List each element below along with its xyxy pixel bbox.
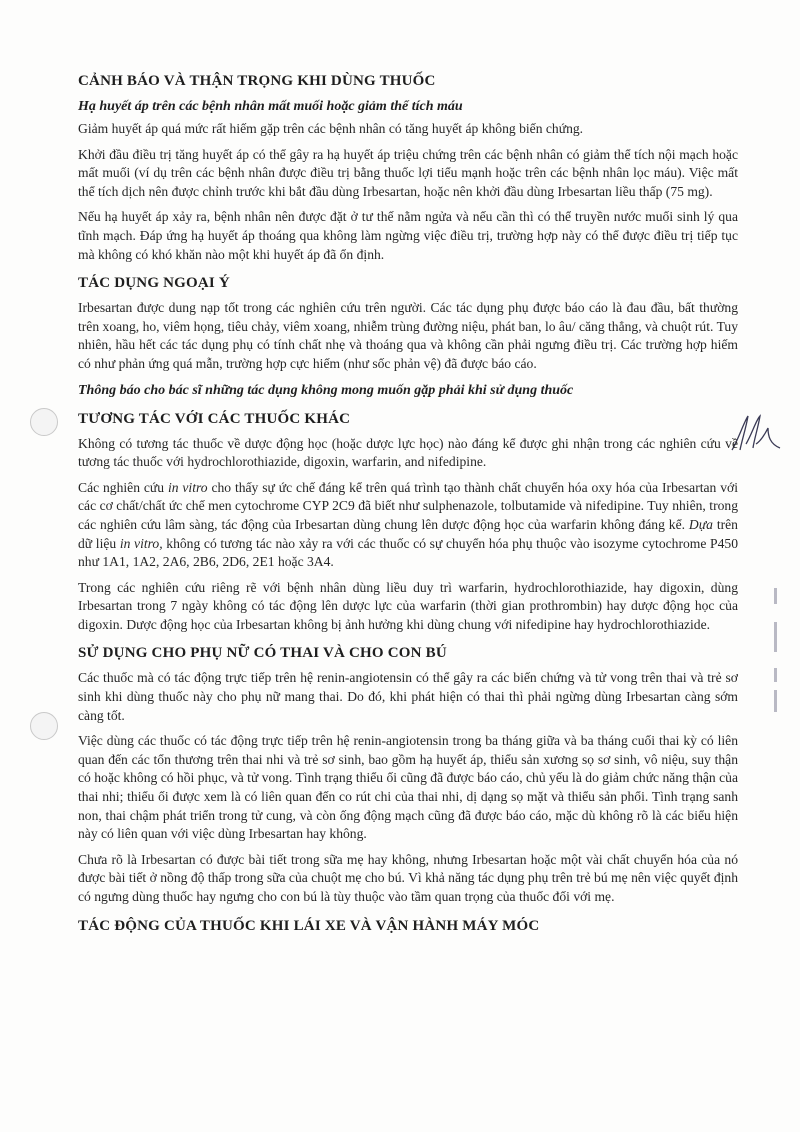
paragraph: Irbesartan được dung nạp tốt trong các nghiên cứu trên người. Các tác dụng phụ được báo cáo là đau đầu, bất thường trên xoang, ho, viêm họng, tiêu chảy, viêm xoang, nhiễm trùng đường niệu, phát ban, lo âu/ căng thẳng, và chuột rút. Tuy nhiên, hầu hết các tác dụng phụ có tính chất nhẹ và thoáng qua và không cần phải ngưng điều trị. Các trường hợp hiếm có như phản ứng quá mẫn, trường hợp cực hiếm (như sốc phản vệ) đã được báo cáo.	[78, 300, 738, 371]
paragraph: Chưa rõ là Irbesartan có được bài tiết trong sữa mẹ hay không, nhưng Irbesartan hoặc một vài chất chuyển hóa của nó được bài tiết ở nồng độ thấp trong sữa của chuột mẹ cho bú. Vì khả năng tác dụng phụ trên trẻ bú mẹ nên việc quyết định có ngưng dùng thuốc hay ngưng cho con bú là tùy thuộc vào tầm quan trọng của thuốc đối với mẹ.	[78, 851, 738, 904]
text-run-italic: in vitro,	[119, 535, 163, 551]
binder-hole-top	[30, 408, 58, 436]
text-run: trên dữ liệu	[78, 516, 738, 551]
paragraph: Giảm huyết áp quá mức rất hiếm gặp trên các bệnh nhân có tăng huyết áp không biến chứng.	[78, 121, 584, 136]
scan-edge-mark	[774, 668, 777, 682]
section-heading-interactions: TƯƠNG TÁC VỚI CÁC THUỐC KHÁC	[78, 410, 351, 427]
scan-edge-mark	[774, 588, 777, 604]
section-heading-side-effects: TÁC DỤNG NGOẠI Ý	[78, 275, 230, 292]
paragraph: Các thuốc mà có tác động trực tiếp trên hệ renin-angiotensin có thể gây ra các biến chứng và tử vong trên thai và trẻ sơ sinh khi dùng thuốc này cho phụ nữ mang thai. Do đó, khi phát hiện có thai thì phải ngừng dùng Irbesartan càng sớm càng tốt.	[78, 670, 738, 723]
paragraph: Khởi đầu điều trị tăng huyết áp có thể gây ra hạ huyết áp triệu chứng trên các bệnh nhân có giảm thể tích nội mạch hoặc mất muối (ví dụ trên các bệnh nhân được điều trị bằng thuốc lợi tiểu mạnh hoặc trên các bệnh nhân lọc máu). Việc mất thể tích dịch nên được chỉnh trước khi bắt đầu dùng Irbesartan, hoặc nên khởi đầu dùng Irbesartan liều thấp (75 mg).	[78, 146, 738, 199]
text-run: không có tương tác nào xảy ra với các thuốc có sự chuyển hóa phụ thuộc vào isozyme cytochrome P450 như 1A1, 1A2, 2A6, 2B6, 2D6, 2E1 hoặc 3A4.	[78, 535, 738, 570]
scan-edge-mark	[774, 690, 777, 712]
subheading-hypotension: Hạ huyết áp trên các bệnh nhân mất muối hoặc giảm thể tích máu	[78, 99, 463, 114]
paragraph: Việc dùng các thuốc có tác động trực tiếp trên hệ renin-angiotensin trong ba tháng giữa và ba tháng cuối thai kỳ có liên quan đến các tổn thương trên thai nhi và trẻ sơ sinh, bao gồm hạ huyết áp, thiểu sản xương sọ sơ sinh, vô niệu, suy thận có hoặc không có hồi phục, và tử vong. Tình trạng thiểu ối cũng đã được báo cáo, chủ yếu là do giảm chức năng thận của thai nhi; thiểu ối được xem là có liên quan đến co rút chi của thai nhi, dị dạng sọ mặt và thiểu sản phổi. Tình trạng sanh non, thai chậm phát triển trong tử cung, và còn ống động mạch cũng đã được báo cáo, mặc dù không rõ là các biểu hiện này có liên quan với việc dùng Irbesartan hay không.	[78, 733, 738, 842]
section-heading-driving: TÁC ĐỘNG CỦA THUỐC KHI LÁI XE VÀ VẬN HÀNH MÁY MÓC	[78, 917, 540, 934]
binder-hole-bottom	[30, 712, 58, 740]
scan-edge-mark	[774, 622, 777, 652]
side-effects-note: Thông báo cho bác sĩ những tác dụng không mong muốn gặp phải khi sử dụng thuốc	[78, 382, 574, 398]
text-run: Các nghiên cứu	[78, 479, 168, 495]
text-run-italic: in vitro	[167, 479, 208, 495]
paragraph: Trong các nghiên cứu riêng rẽ với bệnh nhân dùng liều duy trì warfarin, hydrochlorothiazide, hay digoxin, dùng Irbesartan trong 7 ngày không có tác động lên dược lực của warfarin (thời gian prothrombin) hay dược động học của digoxin. Dược động học của Irbesartan không bị ảnh hưởng khi dùng chung với nifedipine hay hydrochlorothiazide.	[78, 579, 738, 632]
paragraph: Nếu hạ huyết áp xảy ra, bệnh nhân nên được đặt ở tư thế nằm ngửa và nếu cần thì có thể truyền nước muối sinh lý qua tĩnh mạch. Đáp ứng hạ huyết áp thoáng qua không làm ngừng việc điều trị, trường hợp này có thể được điều trị tiếp tục mà không có khó khăn nào một khi huyết áp đã ổn định.	[78, 209, 738, 262]
document-page	[78, 62, 738, 942]
section-heading-warnings: CẢNH BÁO VÀ THẬN TRỌNG KHI DÙNG THUỐC	[78, 73, 436, 89]
section-heading-pregnancy: SỬ DỤNG CHO PHỤ NỮ CÓ THAI VÀ CHO CON BÚ	[78, 645, 447, 662]
paragraph: Không có tương tác thuốc về dược động học (hoặc dược lực học) nào đáng kể được ghi nhận trong các nghiên cứu về tương tác thuốc với hydrochlorothiazide, digoxin, warfarin, and nifedipine.	[78, 435, 738, 470]
text-run-italic: Dựa	[688, 516, 713, 532]
text-run: cho thấy sự ức chế đáng kể trên quá trình tạo thành chất chuyển hóa oxy hóa của Irbesartan với các cơ chất/chất ức chế men cytochrome CYP 2C9 đã biết như sulphenazole, tolbutamide và nifedipine. Tuy nhiên, trong các nghiên cứu lâm sàng, tác động của Irbesartan dùng chung lên dược động học của warfarin không đáng kể.	[78, 479, 738, 532]
paragraph-in-vitro	[78, 479, 738, 572]
